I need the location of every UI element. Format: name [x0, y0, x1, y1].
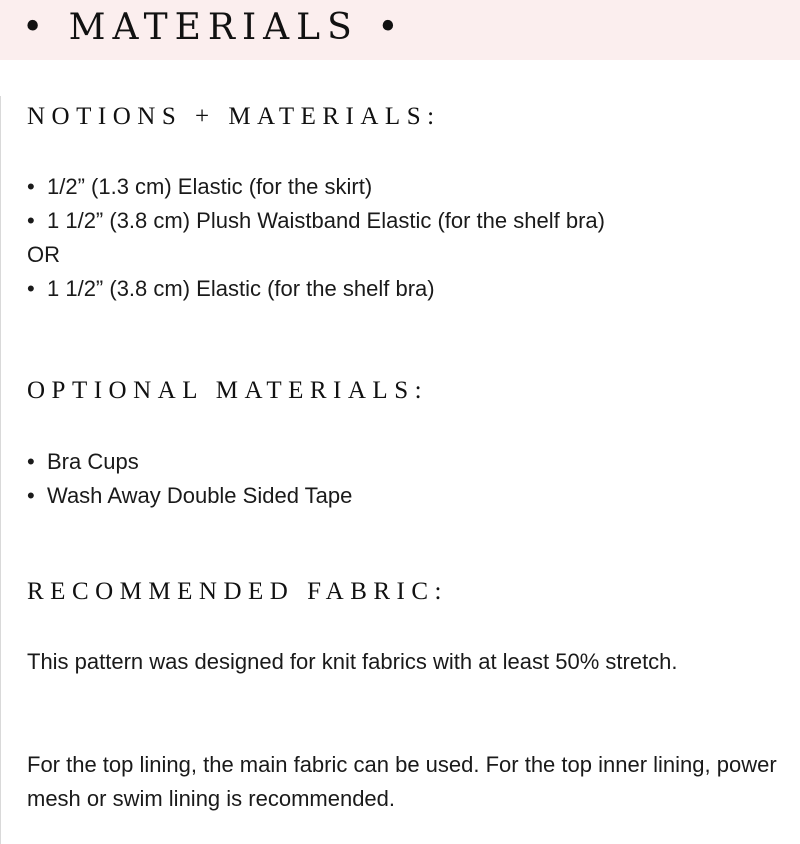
list-item: [27, 170, 605, 204]
or-separator-text: OR: [27, 242, 60, 267]
list-item-text: Wash Away Double Sided Tape: [47, 483, 353, 508]
list-item-text: 1 1/2” (3.8 cm) Elastic (for the shelf bra): [47, 276, 435, 301]
bullet-icon: •: [27, 174, 35, 199]
list-item: [27, 272, 605, 306]
left-divider: [0, 96, 1, 844]
list-item-or: [27, 238, 605, 272]
list-item: [27, 445, 352, 479]
optional-materials-list: [27, 445, 352, 513]
recommended-fabric-heading: RECOMMENDED FABRIC:: [27, 578, 448, 605]
bullet-icon: •: [27, 208, 35, 233]
notions-heading: NOTIONS + MATERIALS:: [27, 103, 441, 130]
list-item-text: Bra Cups: [47, 449, 139, 474]
bullet-icon: •: [27, 483, 35, 508]
optional-materials-heading: OPTIONAL MATERIALS:: [27, 377, 429, 404]
bullet-icon: •: [27, 276, 35, 301]
list-item-text: 1/2” (1.3 cm) Elastic (for the skirt): [47, 174, 373, 199]
notions-list: [27, 170, 605, 306]
bullet-icon: •: [27, 449, 35, 474]
lining-paragraph: For the top lining, the main fabric can be used. For the top inner lining, power mesh or swim lining is recommended.: [27, 752, 777, 811]
materials-banner: [0, 0, 800, 60]
fabric-paragraph: This pattern was designed for knit fabrics with at least 50% stretch.: [27, 649, 678, 674]
list-item-text: 1 1/2” (3.8 cm) Plush Waistband Elastic (for the shelf bra): [47, 208, 605, 233]
list-item: [27, 204, 605, 238]
page-title: • MATERIALS •: [22, 7, 406, 48]
list-item: [27, 479, 352, 513]
